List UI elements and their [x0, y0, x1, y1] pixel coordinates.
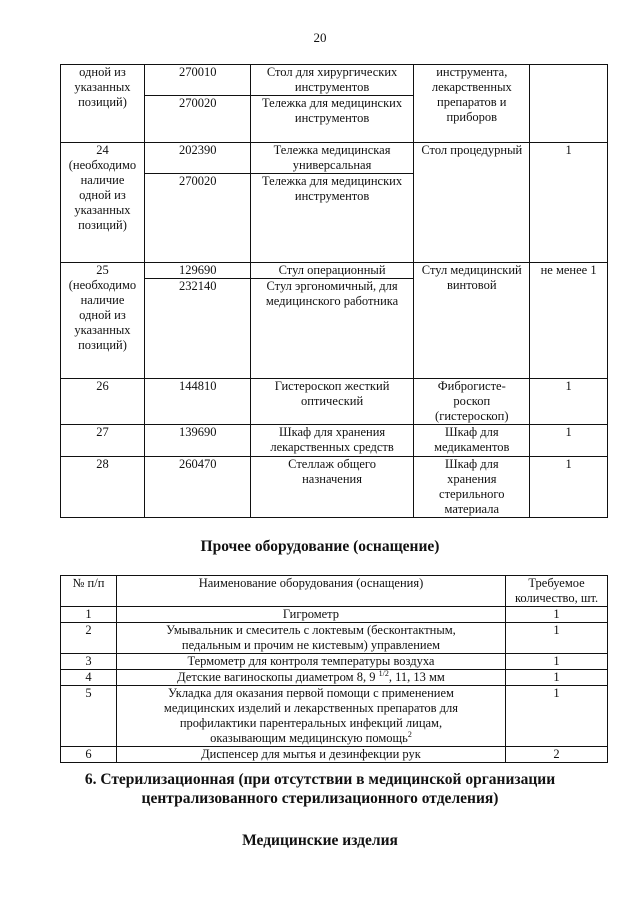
item-code: 270020 — [144, 96, 250, 143]
item-quantity: 1 — [530, 143, 608, 263]
row-number: 28 — [61, 457, 145, 518]
equipment-table — [60, 64, 608, 518]
item-code: 202390 — [144, 143, 250, 174]
row-number: 25 (необходимо наличие одной из указанных позиций) — [61, 263, 145, 379]
row-number: 6 — [61, 747, 117, 763]
item-alternative: Стол процедурный — [414, 143, 530, 263]
equipment-name: Диспенсер для мытья и дезинфекции рук — [116, 747, 505, 763]
equipment-quantity: 1 — [506, 670, 608, 686]
item-name: Гистероскоп жесткий оптический — [250, 379, 414, 425]
table-row — [61, 686, 608, 747]
table-row — [61, 457, 608, 518]
item-name: Стол для хирургических инструментов — [250, 65, 414, 96]
item-alternative: инструмента, лекарственных препаратов и приборов — [414, 65, 530, 143]
header-qty: Требуемое количество, шт. — [506, 576, 608, 607]
item-quantity: не менее 1 — [530, 263, 608, 379]
table-row — [61, 747, 608, 763]
table-row — [61, 379, 608, 425]
item-alternative: Стул медицинский винтовой — [414, 263, 530, 379]
row-number: 3 — [61, 654, 117, 670]
item-alternative: Шкаф для медикаментов — [414, 425, 530, 457]
item-code: 139690 — [144, 425, 250, 457]
equipment-name-tail: , 11, 13 мм — [388, 670, 445, 684]
row-number: 2 — [61, 623, 117, 654]
section6-title-line2: централизованного стерилизационного отделения) — [141, 790, 499, 807]
equipment-name: Умывальник и смеситель с локтевым (бесконтактным, педальным и прочим не кистевым) управлением — [116, 623, 505, 654]
item-name: Тележка для медицинских инструментов — [250, 174, 414, 263]
table-row — [61, 425, 608, 457]
row-number: 5 — [61, 686, 117, 747]
other-equipment-title: Прочее оборудование (оснащение) — [200, 538, 440, 555]
equipment-name: Термометр для контроля температуры воздуха — [116, 654, 505, 670]
item-alternative: Шкаф для хранения стерильного материала — [414, 457, 530, 518]
other-equipment-table — [60, 575, 608, 763]
footnote-superscript: 2 — [407, 729, 412, 739]
equipment-quantity: 2 — [506, 747, 608, 763]
header-name: Наименование оборудования (оснащения) — [116, 576, 505, 607]
equipment-quantity: 1 — [506, 654, 608, 670]
row-number: 27 — [61, 425, 145, 457]
row-number: 4 — [61, 670, 117, 686]
item-name: Стул операционный — [250, 263, 414, 279]
section6-title-line1: 6. Стерилизационная (при отсутствии в медицинской организации — [84, 771, 556, 788]
item-quantity: 1 — [530, 379, 608, 425]
row-number: 26 — [61, 379, 145, 425]
table-row — [61, 65, 608, 96]
item-alternative: Фиброгисте- роскоп (гистероскоп) — [414, 379, 530, 425]
item-name: Тележка для медицинских инструментов — [250, 96, 414, 143]
equipment-name: Гигрометр — [116, 607, 505, 623]
table-header-row — [61, 576, 608, 607]
header-num: № п/п — [61, 576, 117, 607]
equipment-quantity: 1 — [506, 623, 608, 654]
row-number: 24 (необходимо наличие одной из указанных позиций) — [61, 143, 145, 263]
item-code: 270020 — [144, 174, 250, 263]
item-code: 270010 — [144, 65, 250, 96]
item-code: 129690 — [144, 263, 250, 279]
row-number: 1 — [61, 607, 117, 623]
item-code: 144810 — [144, 379, 250, 425]
footnote-superscript: 1/2 — [378, 668, 389, 678]
item-quantity: 1 — [530, 457, 608, 518]
medical-devices-title: Медицинские изделия — [242, 832, 398, 849]
table-row — [61, 143, 608, 174]
item-name: Стул эргономичный, для медицинского работника — [250, 279, 414, 379]
item-name: Стеллаж общего назначения — [250, 457, 414, 518]
item-code: 232140 — [144, 279, 250, 379]
equipment-name — [116, 670, 505, 686]
page-number: 20 — [313, 30, 327, 45]
item-name: Тележка медицинская универсальная — [250, 143, 414, 174]
table-row — [61, 607, 608, 623]
table-row — [61, 654, 608, 670]
equipment-quantity: 1 — [506, 686, 608, 747]
table-row — [61, 623, 608, 654]
row-number: одной из указанных позиций) — [61, 65, 145, 143]
item-quantity — [530, 65, 608, 143]
table-row — [61, 670, 608, 686]
table-row — [61, 263, 608, 279]
equipment-name-text: Укладка для оказания первой помощи с применением медицинских изделий и лекарственных препаратов для профилактики парентеральных инфекций лицам, оказывающим медицинскую помощь — [163, 686, 459, 745]
item-code: 260470 — [144, 457, 250, 518]
equipment-name-text: Детские вагиноскопы диаметром 8, 9 — [177, 670, 379, 684]
item-quantity: 1 — [530, 425, 608, 457]
equipment-quantity: 1 — [506, 607, 608, 623]
item-name: Шкаф для хранения лекарственных средств — [250, 425, 414, 457]
equipment-name — [116, 686, 505, 747]
